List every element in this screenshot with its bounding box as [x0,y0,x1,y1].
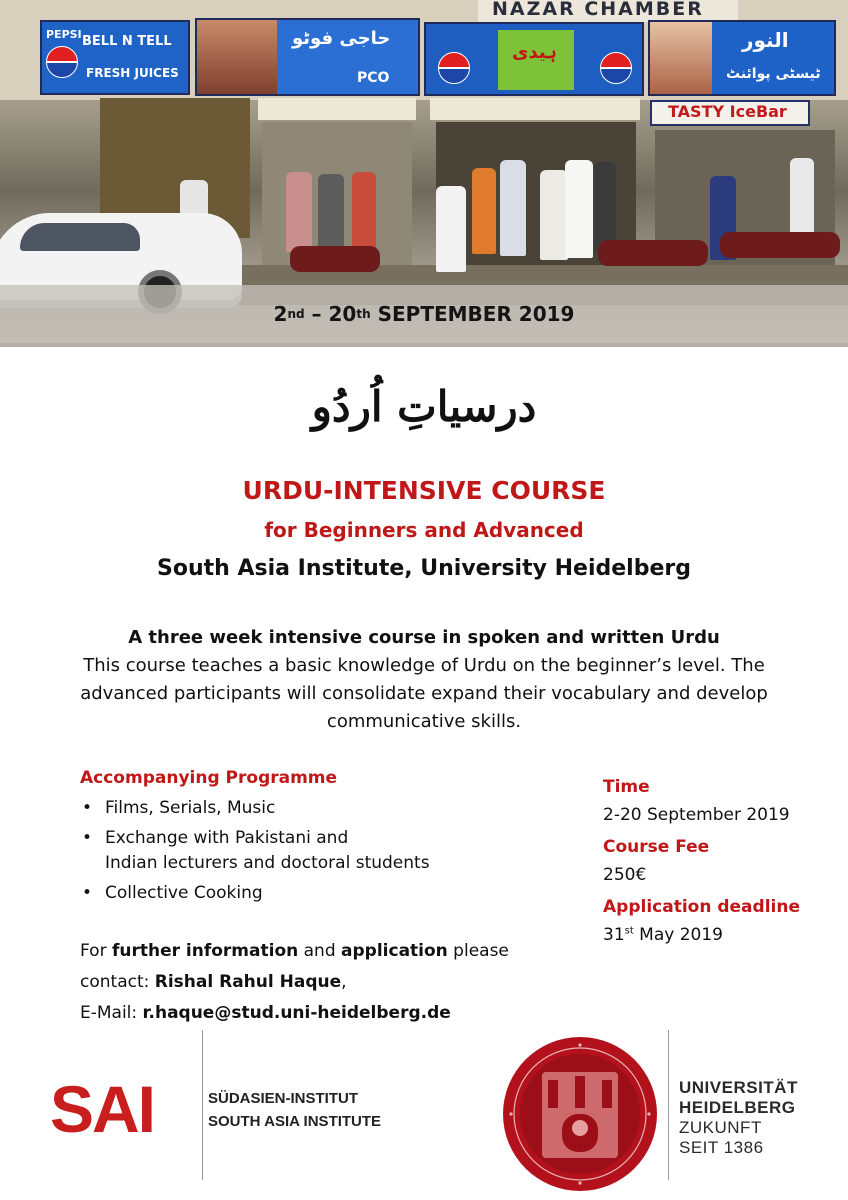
deadline-suffix: st [624,925,634,937]
deadline-day: 31 [603,925,625,945]
programme-item-line2: Indian lecturers and doctoral students [105,853,430,873]
sign-text-urdu-2: ہیدی [512,42,557,63]
sai-institute-name [208,1087,381,1133]
sign-pco [195,18,420,96]
motorcycle [720,232,840,258]
pedestrian [594,162,616,252]
sign-text-urdu-3: النور [742,28,789,52]
awning [430,98,640,122]
date-dash: – [304,302,329,326]
course-title: URDU-INTENSIVE COURSE [242,476,606,505]
sign-text-bell-n-tell: BELL N TELL [82,34,172,49]
date-end-day: 20 [328,302,357,326]
uni-line-2: HEIDELBERG [679,1098,796,1117]
pedestrian [318,174,344,254]
sai-line-2: SOUTH ASIA INSTITUTE [208,1113,382,1130]
date-banner: 2 nd – 20 th SEPTEMBER 2019 [0,285,848,343]
pedestrian [472,168,496,254]
sign-bell-n-tell [40,20,190,95]
pedestrian [540,170,568,260]
motorcycle [290,246,380,272]
divider [668,1030,669,1180]
description-heading: A three week intensive course in spoken and written Urdu [128,627,720,648]
pepsi-logo-icon [600,52,632,84]
awning [258,98,416,122]
details-section [603,774,833,954]
sign-text-tasty-icebar: TASTY IceBar [668,102,787,121]
contact-text: please [447,941,509,961]
sign-tasty-icebar [650,100,810,126]
heidelberg-seal-icon [502,1036,658,1192]
divider [202,1030,203,1180]
deadline-value [603,920,833,950]
pepsi-logo-icon [438,52,470,84]
date-month-year: SEPTEMBER 2019 [370,302,575,326]
date-start-day: 2 [273,302,288,326]
fee-label: Course Fee [603,837,710,857]
sign-pepsi-middle [424,22,644,96]
programme-item: • Films, Serials, Music [80,796,560,821]
pepsi-logo-icon [46,46,78,78]
course-subtitle: for Beginners and Advanced [264,518,584,542]
header-photo [0,0,848,347]
contact-text: For [80,941,112,961]
contact-text: contact: [80,972,155,992]
sign-text-urdu-4: ٹیسٹی پوائنٹ [726,66,821,82]
sign-nazar-chamber [478,0,738,22]
sign-text-pepsi: PEPSI [46,28,82,41]
uni-line-3: ZUKUNFT [679,1118,762,1137]
poster-face [197,20,277,96]
sign-al-noor [648,20,836,96]
contact-block [80,936,550,1029]
email-link[interactable]: r.haque@stud.uni-heidelberg.de [142,1003,451,1023]
sign-text-nazar-chamber: NAZAR CHAMBER [492,0,704,20]
time-value: 2-20 September 2019 [603,805,790,825]
contact-name: Rishal Rahul Haque [154,972,342,992]
contact-text: and [298,941,342,961]
pedestrian [352,172,376,256]
programme-item: • Collective Cooking [80,881,560,906]
motorcycle [598,240,708,266]
email-label: E-Mail: [80,1003,143,1023]
fee-value: 250€ [603,865,647,885]
programme-item [80,826,560,876]
uni-line-1: UNIVERSITÄT [679,1078,798,1097]
deadline-rest: May 2019 [633,925,723,945]
contact-further-info: further information [111,941,299,961]
car-window [20,223,140,251]
uni-line-4: SEIT 1386 [679,1138,764,1157]
urdu-title: درسیاتِ اُردُو [311,382,537,431]
pedestrian [436,186,466,272]
sign-text-pco: PCO [357,70,390,86]
time-label: Time [603,777,650,797]
poster-face [650,22,712,96]
programme-list [80,796,560,906]
sai-logo: SAI [50,1072,155,1146]
sign-text-fresh-juices: FRESH JUICES [86,66,179,80]
institution-name: South Asia Institute, University Heidelberg [157,556,691,581]
sign-text-urdu-1: حاجی فوٹو [292,28,391,49]
programme-heading: Accompanying Programme [80,768,338,788]
university-name [679,1078,798,1158]
pedestrian [565,160,593,258]
contact-text: , [341,972,347,992]
pedestrian [500,160,526,256]
contact-application: application [341,941,448,961]
pedestrian [286,172,312,252]
sai-line-1: SÜDASIEN-INSTITUT [208,1090,358,1107]
deadline-label: Application deadline [603,897,800,917]
programme-item-line1: Exchange with Pakistani and [105,828,349,848]
description-body: This course teaches a basic knowledge of Urdu on the beginner’s level. The advanced participants will consolidate expand their vocabulary and develop communicative skills. [80,655,768,732]
programme-section [80,768,560,911]
